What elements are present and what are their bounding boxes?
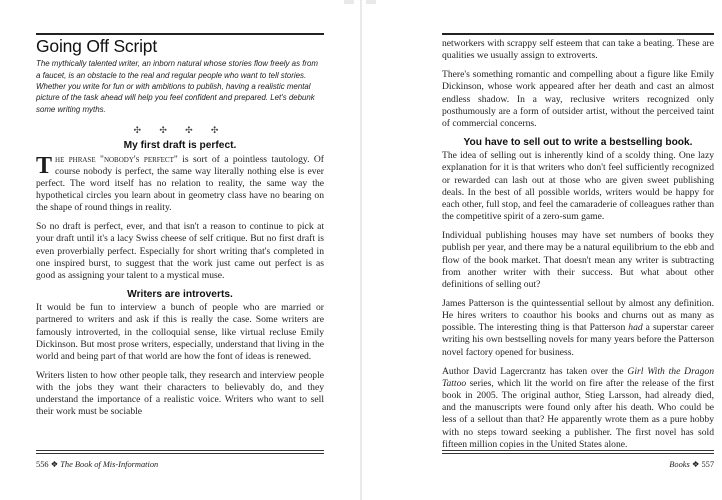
paragraph: Individual publishing houses may have set numbers of books they publish per year, and there may be a natural equilibrium to the ebb and flow of the book market. That doesn't mean any writer is subtracting from another writer with their success. But what about other definitions of selling out?	[442, 230, 714, 290]
book-title-emphasis: Girl With the Dragon Tattoo	[442, 365, 714, 389]
footer-rule	[442, 453, 714, 454]
paragraph: The idea of selling out is inherently kind of a scoldy thing. One lazy explanation for it is that writers who don't feel sufficiently recognized or rewarded can lash out at those who are given sweet publishing deals. In the best of all possible worlds, writers would be happy for each other, full stop, and feel the camaraderie of colleagues rather than the competitive spirit of a zero-sum game.	[442, 150, 714, 223]
left-page	[0, 0, 360, 500]
paragraph-text: a superstar career writing his own bestselling novels for many years before the Patterson novel factory opened for business.	[442, 322, 714, 358]
small-caps-lead: he phrase "nobody's perfect"	[55, 153, 178, 165]
page-number: 557	[701, 460, 714, 469]
left-folio	[36, 459, 158, 469]
paragraph-text: Author David Lagercrantz has taken over the	[442, 365, 628, 377]
right-page	[362, 0, 722, 500]
footer-rule	[36, 450, 324, 451]
chapter-title: Going Off Script	[36, 36, 157, 56]
emphasis: had	[628, 322, 643, 334]
header-rule	[442, 33, 714, 35]
running-title: The Book of Mis-Information	[60, 460, 159, 469]
ornament-divider: ✣ ✣ ✣ ✣	[133, 125, 227, 136]
page-number: 556	[36, 460, 49, 469]
paragraph	[36, 154, 324, 215]
footer-rule	[36, 453, 324, 454]
paragraph: networkers with scrappy self esteem that can take a beating. These are qualities we usually assign to extroverts.	[442, 38, 714, 62]
section-heading-introverts: Writers are introverts.	[127, 289, 233, 301]
paragraph-text: series, which lit the world on fire after the release of the first book in 2005. The original author, Stieg Larsson, had already died, and the manuscripts were found only after his death. Who could be less of a sellout than that? He apparently wrote them as a pure hobby with no steps toward seeking a publisher. The first novel has sold fifteen million copies in the United States alone.	[442, 377, 714, 450]
right-text-column	[442, 38, 714, 458]
section-heading-first-draft: My first draft is perfect.	[123, 140, 237, 152]
paragraph	[442, 366, 714, 451]
section-heading-sell-out: You have to sell out to write a bestselling book.	[463, 137, 693, 149]
paragraph: Writers listen to how other people talk, they research and interview people with the jobs they want their characters to believably do, and they understand the importance of a realistic voice. Writers who want to sell their work must be sociable	[36, 370, 324, 418]
left-text-column	[36, 38, 324, 426]
paragraph-text: James Patterson is the quintessential sellout by almost any definition. He hires writers to coauthor his books and churns out as many as possible. The interesting thing is that Patterson	[442, 297, 714, 334]
paragraph: It would be fun to interview a bunch of people who are married or partnered to writers and ask if this is really the case. Some writers are famously introverted, in the colloquial sense, like virtual recluse Emily Dickinson. But most prose writers, especially, understand that living in the world and being part of that world are how the font of ideas is renewed.	[36, 302, 324, 362]
paragraph: There's something romantic and compelling about a figure like Emily Dickinson, whose work appeared after her death and cast an almost endless shadow. In a way, reclusive writers recognized only posthumously are a form of outsider artist, without the perceived taint of commercial concerns.	[442, 69, 714, 129]
paragraph-text: is sort of a pointless tautology. Of course nobody is perfect, the same way literally nothing else is ever perfect. The word itself has no relation to reality, the same way the hypothetical circles you learn about in geometry class have no bearing on the shape of round things in reality.	[36, 153, 325, 214]
chapter-intro: The mythically talented writer, an inborn natural whose stories flow freely as from a faucet, is an obstacle to the real and regular people who want to tell stories. Whether you write for fun or with ambitions to publish, having a realistic mental picture of the task ahead will help you feel confident and prepared. Let's debunk some writing myths.	[36, 59, 318, 114]
folio-separator: ❖	[691, 460, 700, 469]
drop-cap: T	[36, 152, 53, 179]
folio-separator: ❖	[50, 460, 59, 469]
running-section: Books	[669, 460, 690, 469]
paragraph	[442, 298, 714, 359]
paragraph: So no draft is perfect, ever, and that isn't a reason to continue to pick at your draft until it's a lacy Swiss cheese of self critique. But no first draft is even proverbially perfect. Especially for short writing that's completed in one inspired burst, to suggest that the work just came out perfect is as good as assigning your talent to a mystical muse.	[36, 221, 324, 281]
right-folio	[669, 459, 714, 469]
header-rule	[36, 33, 324, 35]
footer-rule	[442, 450, 714, 451]
